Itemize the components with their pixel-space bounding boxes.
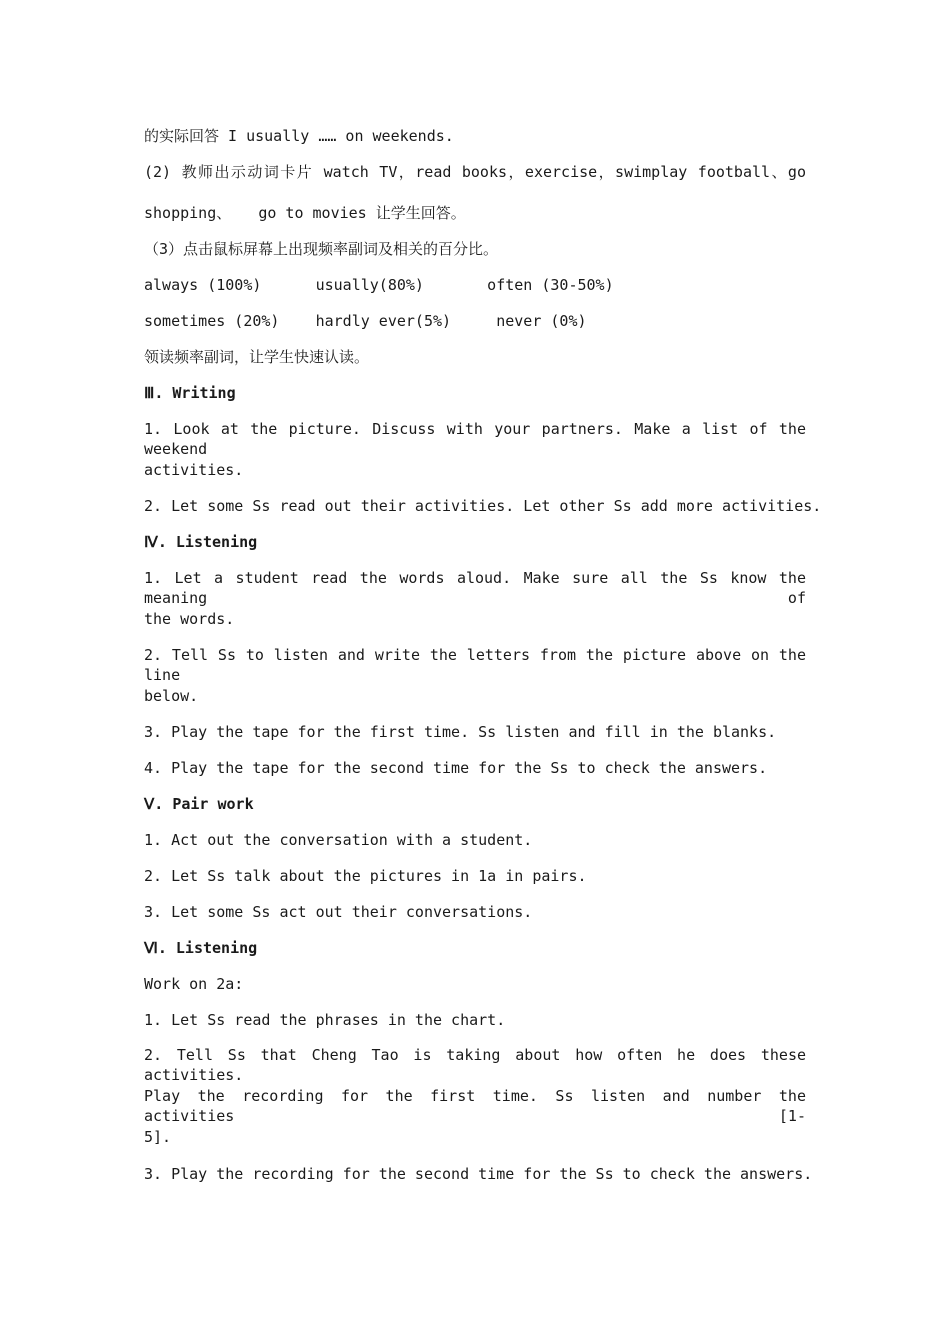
text-line: 3. Play the tape for the first time. Ss listen and fill in the blanks. bbox=[144, 723, 777, 741]
text-line: Play the recording for the first time. Ss listen and number the activities [1- bbox=[144, 1087, 806, 1125]
text-line: 的实际回答 I usually …… on weekends. bbox=[144, 127, 454, 145]
text-line: 2. Let some Ss read out their activities. Let other Ss add more activities. bbox=[144, 497, 822, 515]
text-line: Work on 2a: bbox=[144, 975, 244, 993]
text-line: (2) 教师出示动词卡片 watch TV，read books，exercise，swimplay football、go bbox=[144, 163, 806, 181]
text-line: 1. Act out the conversation with a student. bbox=[144, 831, 533, 849]
text-line: activities. bbox=[144, 461, 244, 479]
text-line: 1. Let a student read the words aloud. Make sure all the Ss know the meaning of bbox=[144, 569, 806, 607]
text-line: sometimes (20%) hardly ever(5%) never (0%) bbox=[144, 312, 587, 330]
text-line: 1. Look at the picture. Discuss with your partners. Make a list of the weekend bbox=[144, 420, 806, 458]
text-line: always (100%) usually(80%) often (30-50%) bbox=[144, 276, 614, 294]
text-line: below. bbox=[144, 687, 199, 705]
text-line: 4. Play the tape for the second time for the Ss to check the answers. bbox=[144, 759, 768, 777]
section-heading: Ⅴ. Pair work bbox=[144, 795, 254, 813]
text-line: 3. Play the recording for the second time for the Ss to check the answers. bbox=[144, 1165, 813, 1183]
text-line: 5]. bbox=[144, 1128, 172, 1146]
text-line: 2. Let Ss talk about the pictures in 1a in pairs. bbox=[144, 867, 587, 885]
text-line: 2. Tell Ss to listen and write the letters from the picture above on the line bbox=[144, 646, 806, 684]
section-heading: Ⅳ. Listening bbox=[144, 533, 258, 551]
section-heading: Ⅲ. Writing bbox=[144, 384, 236, 402]
section-heading: Ⅵ. Listening bbox=[144, 939, 258, 957]
text-line: the words. bbox=[144, 610, 235, 628]
text-line: shopping、 go to movies 让学生回答。 bbox=[144, 204, 466, 222]
text-line: 领读频率副词，让学生快速认读。 bbox=[144, 348, 370, 366]
text-line: 3. Let some Ss act out their conversations. bbox=[144, 903, 533, 921]
text-line: 2. Tell Ss that Cheng Tao is taking about how often he does these activities. bbox=[144, 1046, 806, 1084]
text-line: （3）点击鼠标屏幕上出现频率副词及相关的百分比。 bbox=[144, 240, 499, 258]
text-line: 1. Let Ss read the phrases in the chart. bbox=[144, 1011, 506, 1029]
